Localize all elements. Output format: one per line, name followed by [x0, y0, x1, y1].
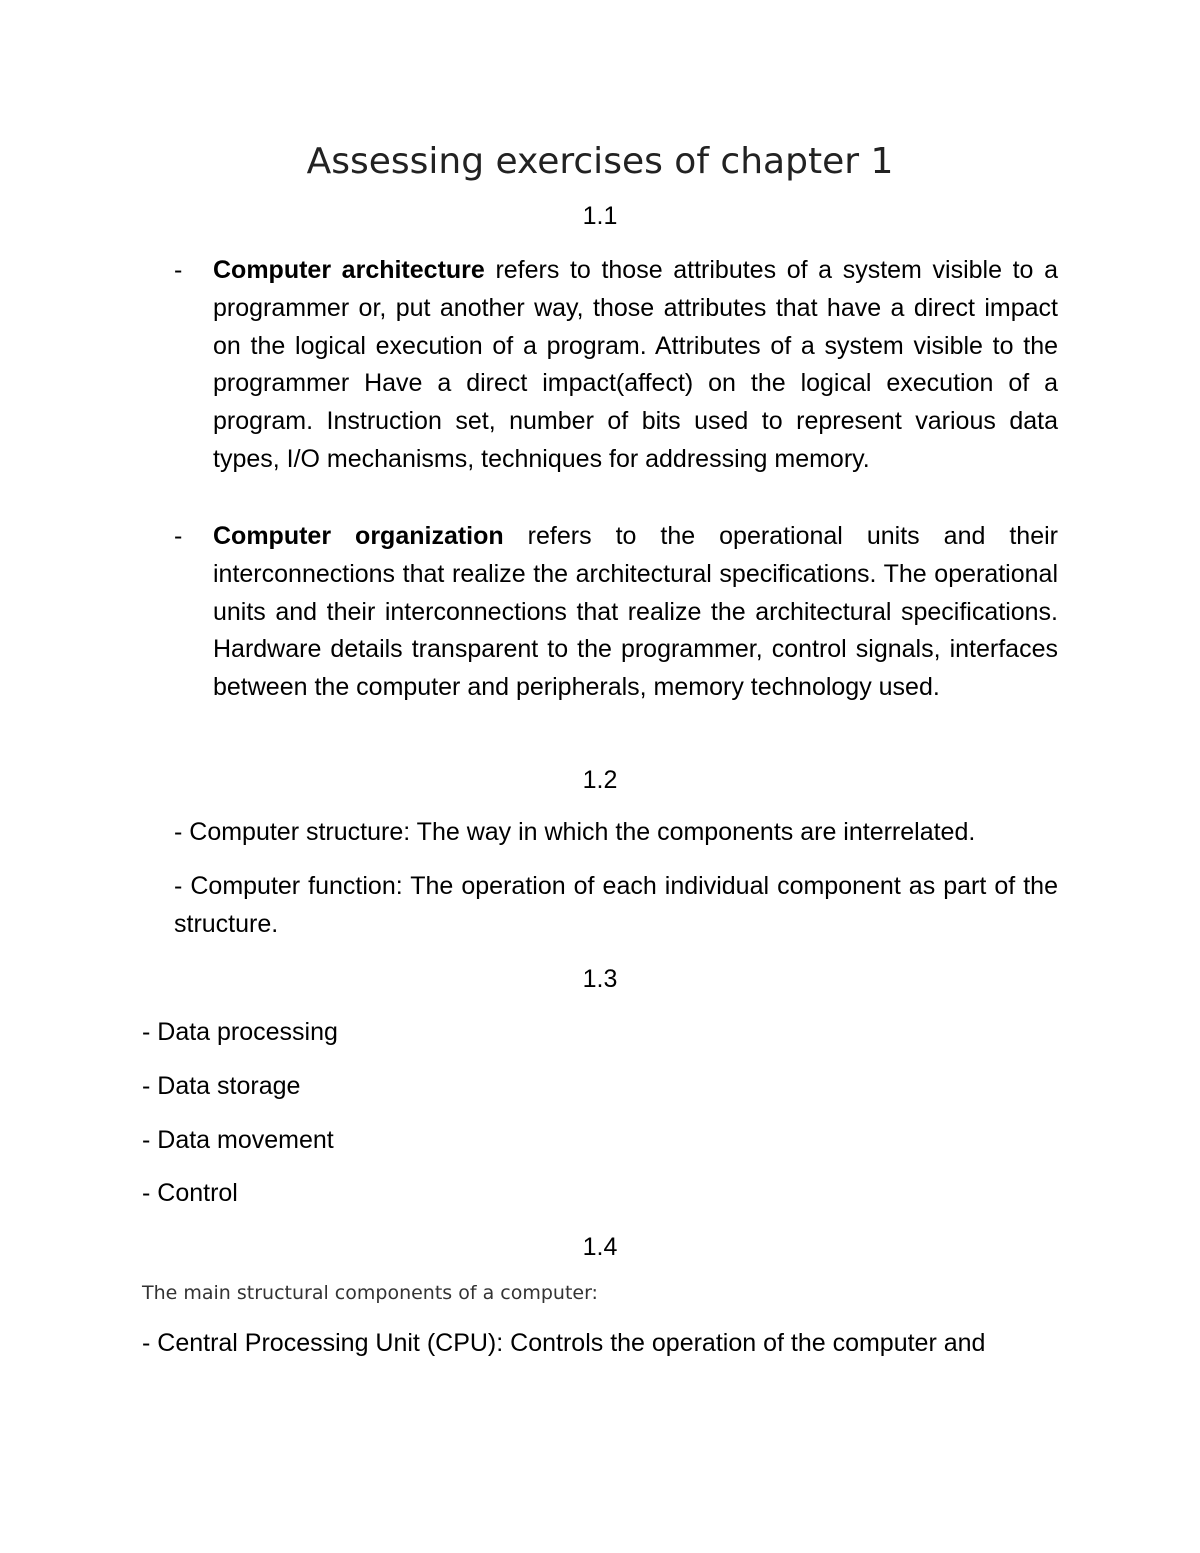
- bullet-computer-organization: [174, 518, 1058, 707]
- section-intro: The main structural components of a computer:: [142, 1282, 598, 1304]
- bullet-text: refers to those attributes of a system visible to a programmer or, put another way, those attributes that have a direct impact on the logical execution of a program. Attributes of a system visible to the programmer Have a direct impact(affect) on the logical execution of a program. Instruction set, number of bits used to represent various data types, I/O mechanisms, techniques for addressing memory.: [213, 256, 1058, 473]
- document-title: Assessing exercises of chapter 1: [306, 141, 894, 182]
- section-number-1-4: 1.4: [582, 1233, 618, 1261]
- list-item: - Data movement: [142, 1126, 334, 1154]
- bullet-dash: -: [174, 522, 183, 550]
- bullet-text: refers to the operational units and their interconnections that realize the architectural specifications. The operational units and their interconnections that realize the architectural specifications. Hardware details transparent to the programmer, control signals, interfaces between the computer and peripherals, memory technology used.: [213, 522, 1058, 702]
- section-number-1-2: 1.2: [582, 766, 618, 794]
- bullet-body: [213, 518, 1058, 707]
- section-number-1-1: 1.1: [582, 202, 618, 230]
- bullet-dash: -: [174, 256, 183, 284]
- section-number-1-3: 1.3: [582, 965, 618, 993]
- paragraph-computer-function: - Computer function: The operation of each individual component as part of the structure.: [174, 872, 1058, 938]
- list-item: - Control: [142, 1179, 238, 1207]
- bullet-term: Computer architecture: [213, 256, 485, 284]
- list-item: - Data storage: [142, 1072, 301, 1100]
- bullet-body: [213, 252, 1058, 479]
- bullet-term: Computer organization: [213, 522, 504, 550]
- bullet-computer-architecture: [174, 252, 1058, 479]
- paragraph-computer-structure: - Computer structure: The way in which the components are interrelated.: [174, 818, 976, 846]
- list-item: - Data processing: [142, 1018, 338, 1046]
- paragraph-cpu: - Central Processing Unit (CPU): Controls the operation of the computer and: [142, 1329, 986, 1357]
